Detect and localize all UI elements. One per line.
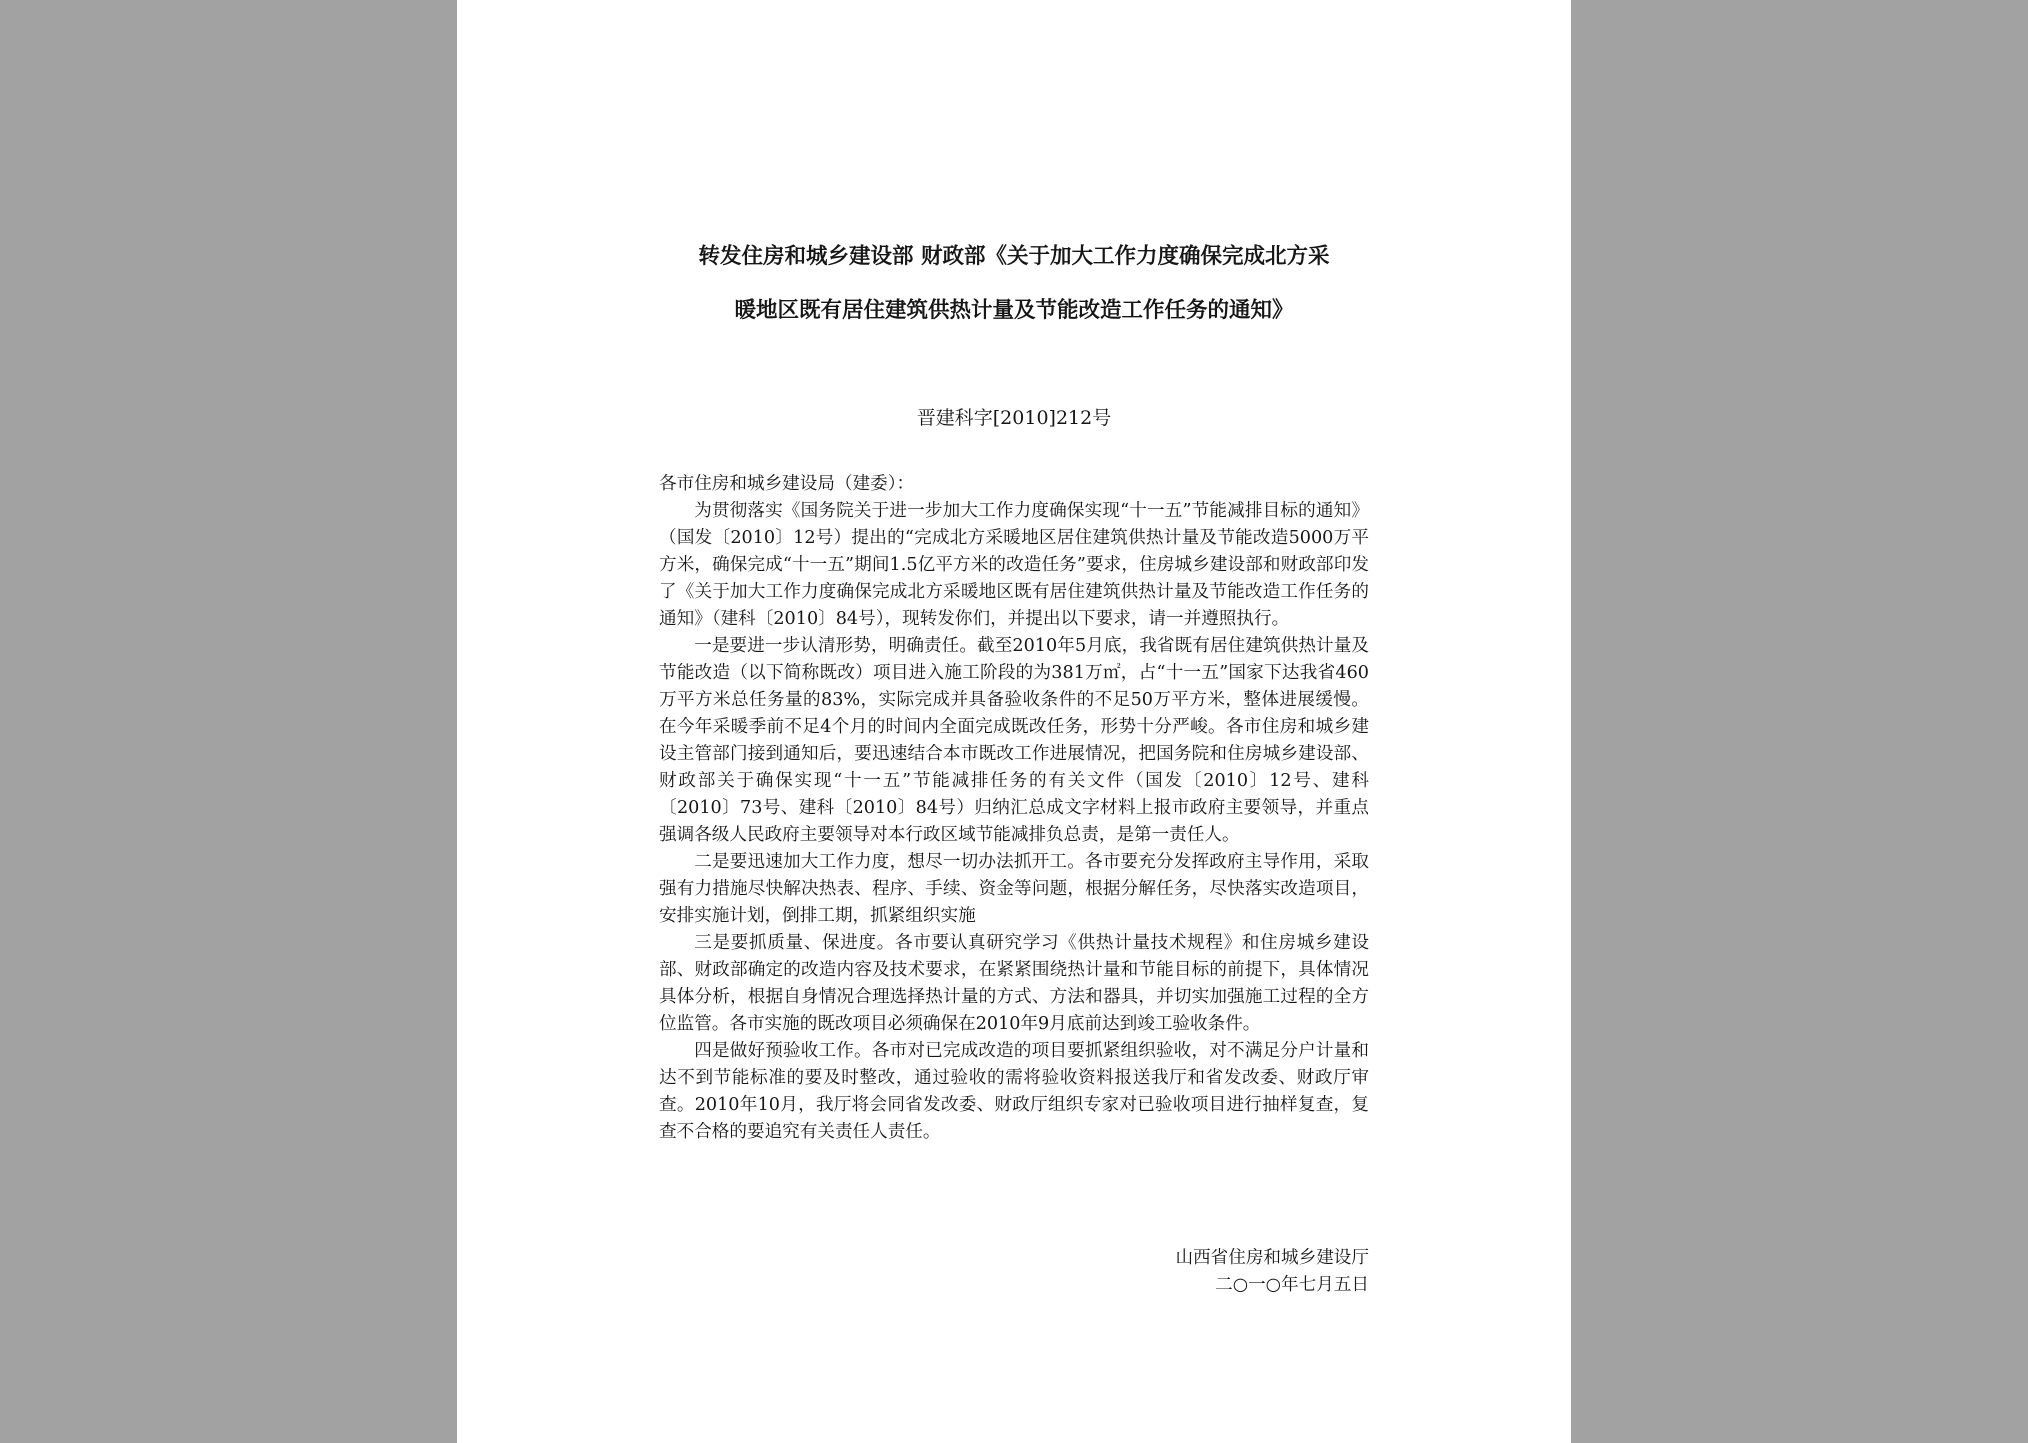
body-paragraph-2: 二是要迅速加大工作力度，想尽一切办法抓开工。各市要充分发挥政府主导作用，采取强有力措施尽快解决热表、程序、手续、资金等问题，根据分解任务，尽快落实改造项目，安排实施计划，倒排工期，抓紧组织实施 (659, 852, 1369, 926)
document-title-line-2: 暖地区既有居住建筑供热计量及节能改造工作任务的通知》 (734, 298, 1294, 323)
body-paragraph-1: 一是要进一步认清形势，明确责任。截至2010年5月底，我省既有居住建筑供热计量及节能改造（以下简称既改）项目进入施工阶段的为381万㎡，占“十一五”国家下达我省460万平方米总任务量的83%，实际完成并具备验收条件的不足50万平方米，整体进展缓慢。在今年采暖季前不足4个月的时间内全面完成既改任务，形势十分严峻。各市住房和城乡建设主管部门接到通知后，要迅速结合本市既改工作进展情况，把国务院和住房城乡建设部、财政部关于确保实现“十一五”节能减排任务的有关文件（国发〔2010〕12号、建科〔2010〕73号、建科〔2010〕84号）归纳汇总成文字材料上报市政府主要领导，并重点强调各级人民政府主要领导对本行政区域节能减排负总责，是第一责任人。 (659, 636, 1369, 845)
document-page (457, 0, 1571, 1443)
signature-block (659, 1245, 1369, 1299)
document-number: 晋建科字[2010]212号 (916, 407, 1112, 429)
salutation: 各市住房和城乡建设局（建委）： (659, 474, 915, 494)
document-body (659, 471, 1369, 1146)
signature-organization: 山西省住房和城乡建设厅 (1175, 1248, 1369, 1268)
body-paragraph-intro: 为贯彻落实《国务院关于进一步加大工作力度确保实现“十一五”节能减排目标的通知》（国发〔2010〕12号）提出的“完成北方采暖地区居住建筑供热计量及节能改造5000万平方米，确保完成“十一五”期间1.5亿平方米的改造任务”要求，住房城乡建设部和财政部印发了《关于加大工作力度确保完成北方采暖地区既有居住建筑供热计量及节能改造工作任务的通知》（建科〔2010〕84号），现转发你们，并提出以下要求，请一并遵照执行。 (659, 501, 1369, 629)
signature-date: 二○一○年七月五日 (1215, 1275, 1369, 1295)
document-title-line-1: 转发住房和城乡建设部 财政部《关于加大工作力度确保完成北方采 (698, 244, 1330, 269)
body-paragraph-3: 三是要抓质量、保进度。各市要认真研究学习《供热计量技术规程》和住房城乡建设部、财政部确定的改造内容及技术要求，在紧紧围绕热计量和节能目标的前提下，具体情况具体分析，根据自身情况合理选择热计量的方式、方法和器具，并切实加强施工过程的全方位监管。各市实施的既改项目必须确保在2010年9月底前达到竣工验收条件。 (659, 933, 1369, 1034)
body-paragraph-4: 四是做好预验收工作。各市对已完成改造的项目要抓紧组织验收，对不满足分户计量和达不到节能标准的要及时整改，通过验收的需将验收资料报送我厅和省发改委、财政厅审查。2010年10月，我厅将会同省发改委、财政厅组织专家对已验收项目进行抽样复查，复查不合格的要追究有关责任人责任。 (659, 1041, 1369, 1142)
